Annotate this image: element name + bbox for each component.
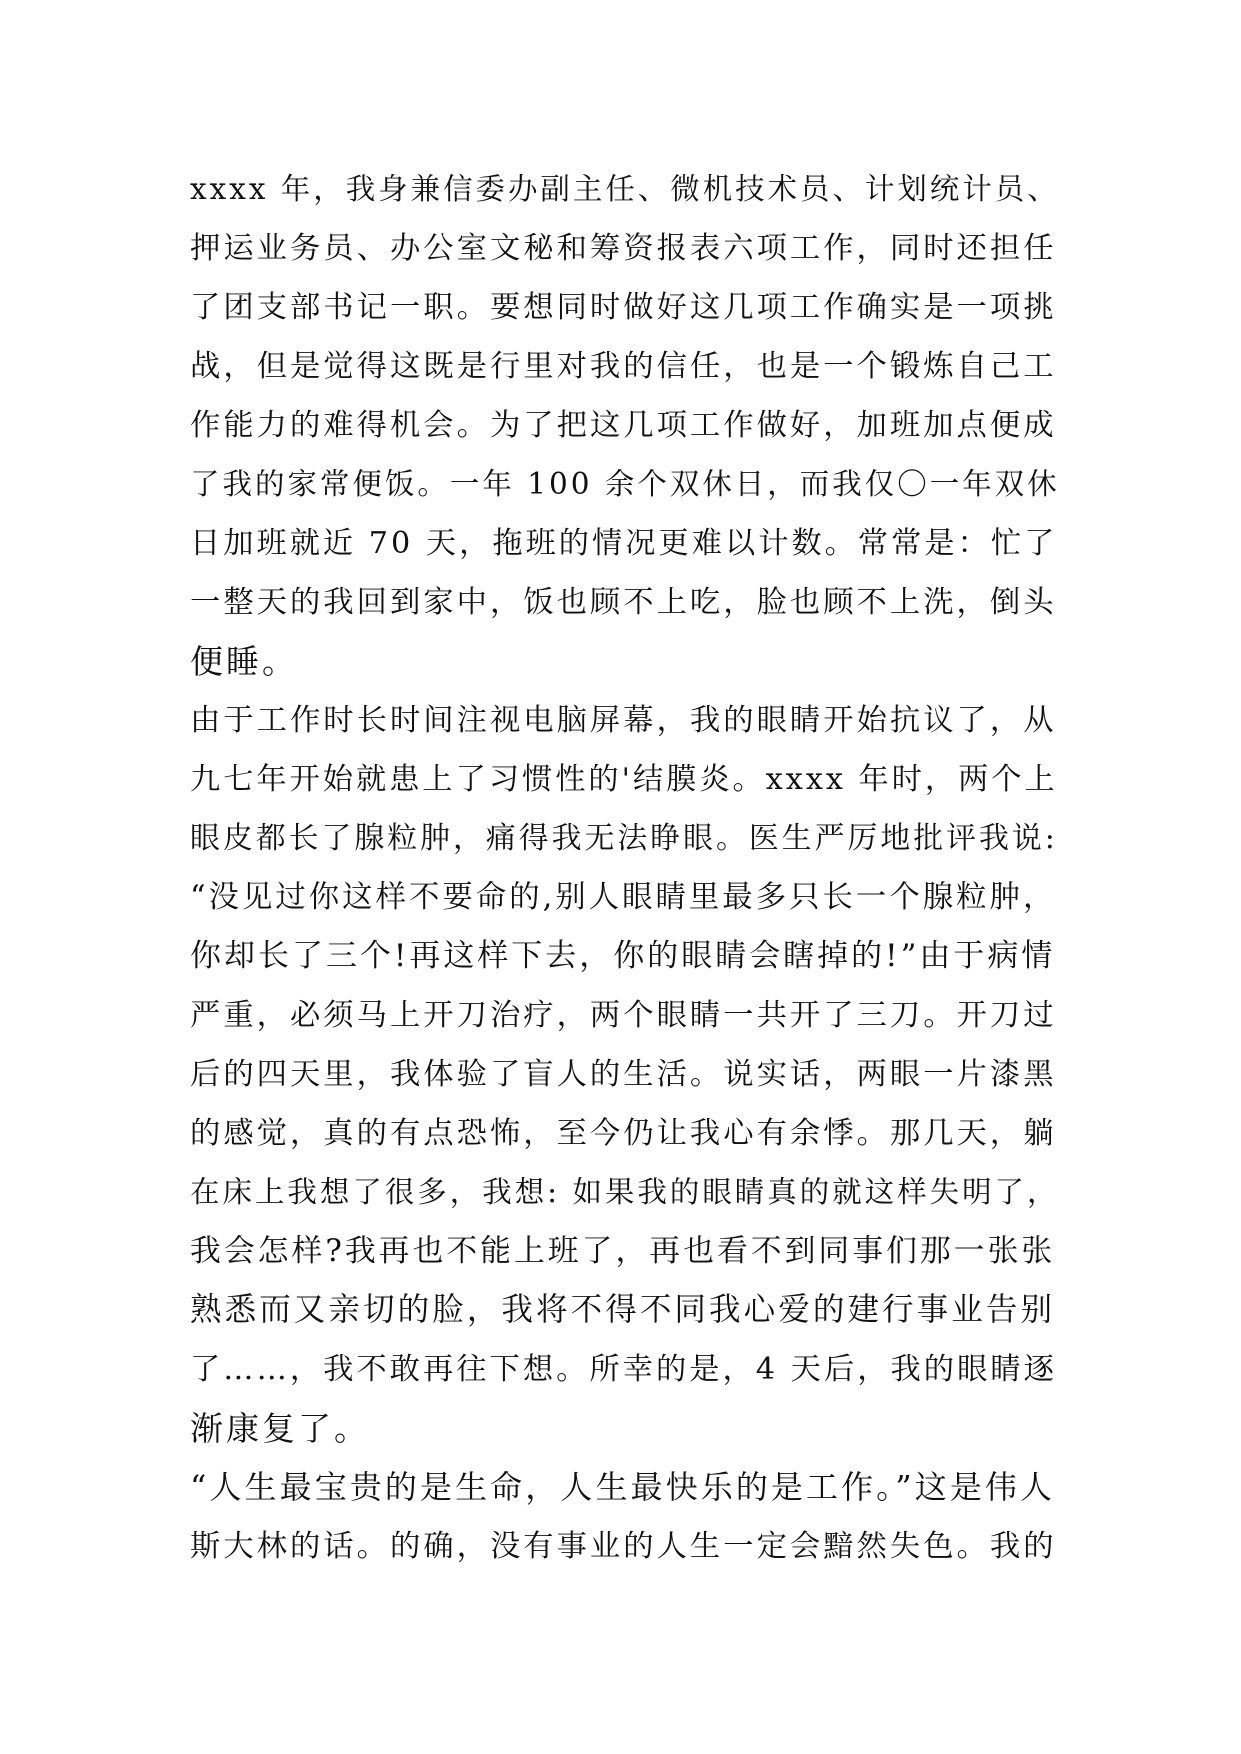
text-line: 作能力的难得机会。为了把这几项工作做好，加班加点便成 bbox=[190, 408, 1057, 443]
text-line: 在床上我想了很多，我想: 如果我的眼睛真的就这样失明了， bbox=[190, 1175, 1060, 1209]
paragraph-2 bbox=[190, 691, 1060, 1458]
text-line: 战，但是觉得这既是行里对我的信任，也是一个锻炼自己工 bbox=[190, 349, 1057, 384]
text-line: 由于工作时长时间注视电脑屏幕，我的眼睛开始抗议了，从 bbox=[190, 703, 1057, 738]
paragraph-3 bbox=[190, 1458, 1055, 1576]
text-line: “人生最宝贵的是生命，人生最快乐的是工作。”这是伟人 bbox=[190, 1468, 1055, 1506]
text-line: 的感觉，真的有点恐怖，至今仍让我心有余悸。那几天，躺 bbox=[190, 1116, 1057, 1151]
text-line: 斯大林的话。的确，没有事业的人生一定会黯然失色。我的 bbox=[190, 1529, 1057, 1564]
text-line: 一整天的我回到家中，饭也顾不上吃，脸也顾不上洗，倒头 bbox=[190, 585, 1057, 620]
text-line: 了……，我不敢再往下想。所幸的是，4 天后，我的眼睛逐 bbox=[190, 1352, 1057, 1387]
body-text bbox=[190, 160, 1060, 1576]
text-line: 日加班就近 70 天，拖班的情况更难以计数。常常是：忙了 bbox=[190, 526, 1058, 561]
text-line: 严重，必须马上开刀治疗，两个眼睛一共开了三刀。开刀过 bbox=[190, 998, 1057, 1033]
text-line: 熟悉而又亲切的脸，我将不得不同我心爱的建行事业告别 bbox=[190, 1292, 1055, 1328]
text-line: 我会怎样?我再也不能上班了，再也看不到同事们那一张张 bbox=[190, 1233, 1056, 1269]
paragraph-1 bbox=[190, 160, 1060, 691]
text-line: 便睡。 bbox=[190, 642, 298, 681]
text-line: 你却长了三个!再这样下去，你的眼睛会瞎掉的!”由于病情 bbox=[190, 938, 1056, 974]
text-line: 了我的家常便饭。一年 100 余个双休日，而我仅〇一年双休 bbox=[190, 467, 1060, 501]
text-line: 九七年开始就患上了习惯性的'结膜炎。xxxx 年时，两个上 bbox=[190, 762, 1058, 797]
text-line: 押运业务员、办公室文秘和筹资报表六项工作，同时还担任 bbox=[190, 231, 1057, 266]
text-line: 后的四天里，我体验了盲人的生活。说实话，两眼一片漆黑 bbox=[190, 1057, 1057, 1092]
text-line: xxxx 年，我身兼信委办副主任、微机技术员、计划统计员、 bbox=[190, 172, 1060, 206]
text-line: 了团支部书记一职。要想同时做好这几项工作确实是一项挑 bbox=[190, 290, 1057, 325]
text-line: 眼皮都长了腺粒肿，痛得我无法睁眼。医生严厉地批评我说: bbox=[190, 821, 1058, 856]
text-line: “没见过你这样不要命的,别人眼睛里最多只长一个腺粒肿， bbox=[190, 880, 1057, 915]
text-line: 渐康复了。 bbox=[190, 1409, 370, 1448]
